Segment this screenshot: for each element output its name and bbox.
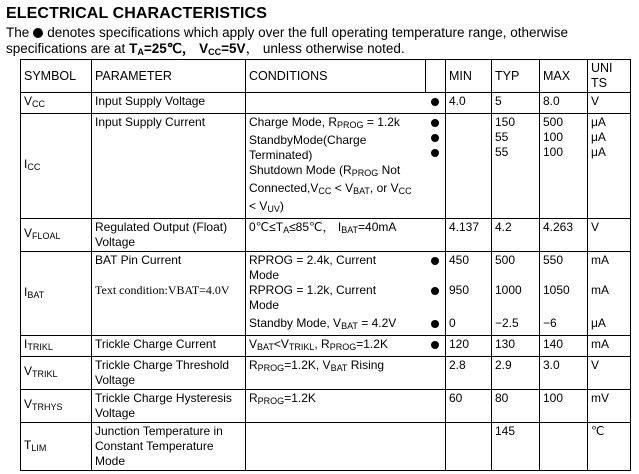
- table-row-icc: [21, 114, 631, 219]
- bullet-dot-icon: [431, 134, 439, 142]
- min-cell: 2.8: [446, 357, 492, 390]
- unit-cell: μA μA μA: [588, 114, 631, 219]
- typ-cell: 145: [492, 423, 540, 471]
- max-cell: 4.263: [540, 219, 588, 252]
- col-units: UNI TS: [588, 60, 631, 93]
- max-cell: [540, 423, 588, 471]
- test-condition-note: Text condition:VBAT=4.0V: [95, 283, 230, 297]
- max-cell: 100: [540, 390, 588, 423]
- table-row-vtrhys: [21, 390, 631, 423]
- min-cell: 120: [446, 336, 492, 357]
- dot-cell: [426, 93, 446, 114]
- intro-text-3: specifications are at: [6, 41, 130, 56]
- ta-condition: $T_A=25℃$，: [129, 41, 196, 57]
- typ-cell: 4.2: [492, 219, 540, 252]
- symbol-cell: $V_{CC}$: [21, 93, 92, 114]
- typ-cell: 5: [492, 93, 540, 114]
- conditions-cell: $0℃\le T_A\le 85℃$， $I_{BAT}=40mA$: [246, 219, 426, 252]
- parameter-cell: Trickle Charge Current: [92, 336, 246, 357]
- conditions-cell: $R_{PROG}=1.2K$, $V_{BAT}$ Rising: [246, 357, 426, 390]
- col-min: MIN: [446, 60, 492, 93]
- max-cell: 8.0: [540, 93, 588, 114]
- conditions-cell: $V_{BAT}<V_{TRIKL}$, $R_{PROG}=1.2K$: [246, 336, 426, 357]
- intro-paragraph: [6, 25, 636, 60]
- unit-cell: mA mA μA: [588, 252, 631, 336]
- dot-cell: [426, 390, 446, 423]
- conditions-cell: [246, 93, 426, 114]
- max-cell: 500 100 100: [540, 114, 588, 219]
- typ-cell: 500 1000 −2.5: [492, 252, 540, 336]
- symbol-cell: $I_{TRIKL}$: [21, 336, 92, 357]
- col-typ: TYP: [492, 60, 540, 93]
- conditions-cell: $R_{PROG}=1.2K$: [246, 390, 426, 423]
- dot-cell: [426, 357, 446, 390]
- table-row-itrikl: [21, 336, 631, 357]
- dot-cell: [426, 114, 446, 219]
- unit-cell: V: [588, 93, 631, 114]
- dot-cell: [426, 423, 446, 471]
- dot-cell: [426, 336, 446, 357]
- unit-cell: V: [588, 219, 631, 252]
- bullet-dot-icon: [431, 320, 439, 328]
- conditions-cell: Charge Mode, $R_{PROG} = 1.2k$ StandbyMode(Charge Terminated) Shutdown Mode ($R_{PROG}$ Not $Connected,V_{CC} < V_{BAT}$, or $V_{CC}$ < $V_{UV}$): [246, 114, 426, 219]
- table-row-vcc: [21, 93, 631, 114]
- dot-cell: [426, 252, 446, 336]
- symbol-cell: $I_{BAT}$: [21, 252, 92, 336]
- parameter-cell: Junction Temperature in Constant Temperature Mode: [92, 423, 246, 471]
- parameter-cell: Trickle Charge Hysteresis Voltage: [92, 390, 246, 423]
- parameter-cell: Trickle Charge Threshold Voltage: [92, 357, 246, 390]
- unit-cell: ℃: [588, 423, 631, 471]
- col-parameter: PARAMETER: [92, 60, 246, 93]
- typ-cell: 130: [492, 336, 540, 357]
- min-cell: [446, 114, 492, 219]
- min-cell: 450 950 0: [446, 252, 492, 336]
- typ-cell: 80: [492, 390, 540, 423]
- section-heading: ELECTRICAL CHARACTERISTICS: [6, 5, 267, 22]
- bullet-dot-icon: [431, 119, 439, 127]
- symbol-cell: $V_{TRIKL}$: [21, 357, 92, 390]
- col-dot: [426, 60, 446, 93]
- min-cell: 4.137: [446, 219, 492, 252]
- unit-cell: mV: [588, 390, 631, 423]
- table-row-ibat: [21, 252, 631, 336]
- typ-cell: 2.9: [492, 357, 540, 390]
- min-cell: 4.0: [446, 93, 492, 114]
- conditions-cell: RPROG = 2.4k, Current Mode RPROG = 1.2k, Current Mode Standby Mode, $V_{BAT} = 4.2V$: [246, 252, 426, 336]
- bullet-dot-icon: [431, 98, 439, 106]
- max-cell: 3.0: [540, 357, 588, 390]
- parameter-cell: Input Supply Voltage: [92, 93, 246, 114]
- symbol-cell: $T_{LIM}$: [21, 423, 92, 471]
- parameter-cell: Regulated Output (Float) Voltage: [92, 219, 246, 252]
- col-max: MAX: [540, 60, 588, 93]
- bullet-dot-icon: [431, 257, 439, 265]
- typ-cell: 150 55 55: [492, 114, 540, 219]
- electrical-characteristics-table: [20, 59, 631, 471]
- dot-cell: [426, 219, 446, 252]
- unit-cell: mA: [588, 336, 631, 357]
- intro-text-1: The: [6, 25, 30, 40]
- parameter-cell: Input Supply Current: [92, 114, 246, 219]
- max-cell: 140: [540, 336, 588, 357]
- col-conditions: CONDITIONS: [246, 60, 426, 93]
- min-cell: [446, 423, 492, 471]
- vcc-condition: $V_{CC}=5V$: [199, 41, 246, 57]
- bullet-dot-icon: [431, 341, 439, 349]
- symbol-cell: $V_{FLOAL}$: [21, 219, 92, 252]
- col-symbol: SYMBOL: [21, 60, 92, 93]
- table-row-vfloat: [21, 219, 631, 252]
- symbol-cell: $I_{CC}$: [21, 114, 92, 219]
- unit-cell: V: [588, 357, 631, 390]
- bullet-dot-icon: [431, 287, 439, 295]
- header-row: [21, 60, 631, 93]
- symbol-cell: $V_{TRHYS}$: [21, 390, 92, 423]
- min-cell: 60: [446, 390, 492, 423]
- table-row-tlim: [21, 423, 631, 471]
- conditions-cell: [246, 423, 426, 471]
- table-row-vtrikl: [21, 357, 631, 390]
- max-cell: 550 1050 −6: [540, 252, 588, 336]
- bullet-dot-icon: [33, 28, 43, 38]
- bullet-dot-icon: [431, 149, 439, 157]
- intro-text-4: ， unless otherwise noted.: [245, 41, 405, 56]
- parameter-cell: BAT Pin Current Text condition:VBAT=4.0V: [92, 252, 246, 336]
- intro-text-2: denotes specifications which apply over the full operating temperature range, otherwise: [47, 25, 569, 40]
